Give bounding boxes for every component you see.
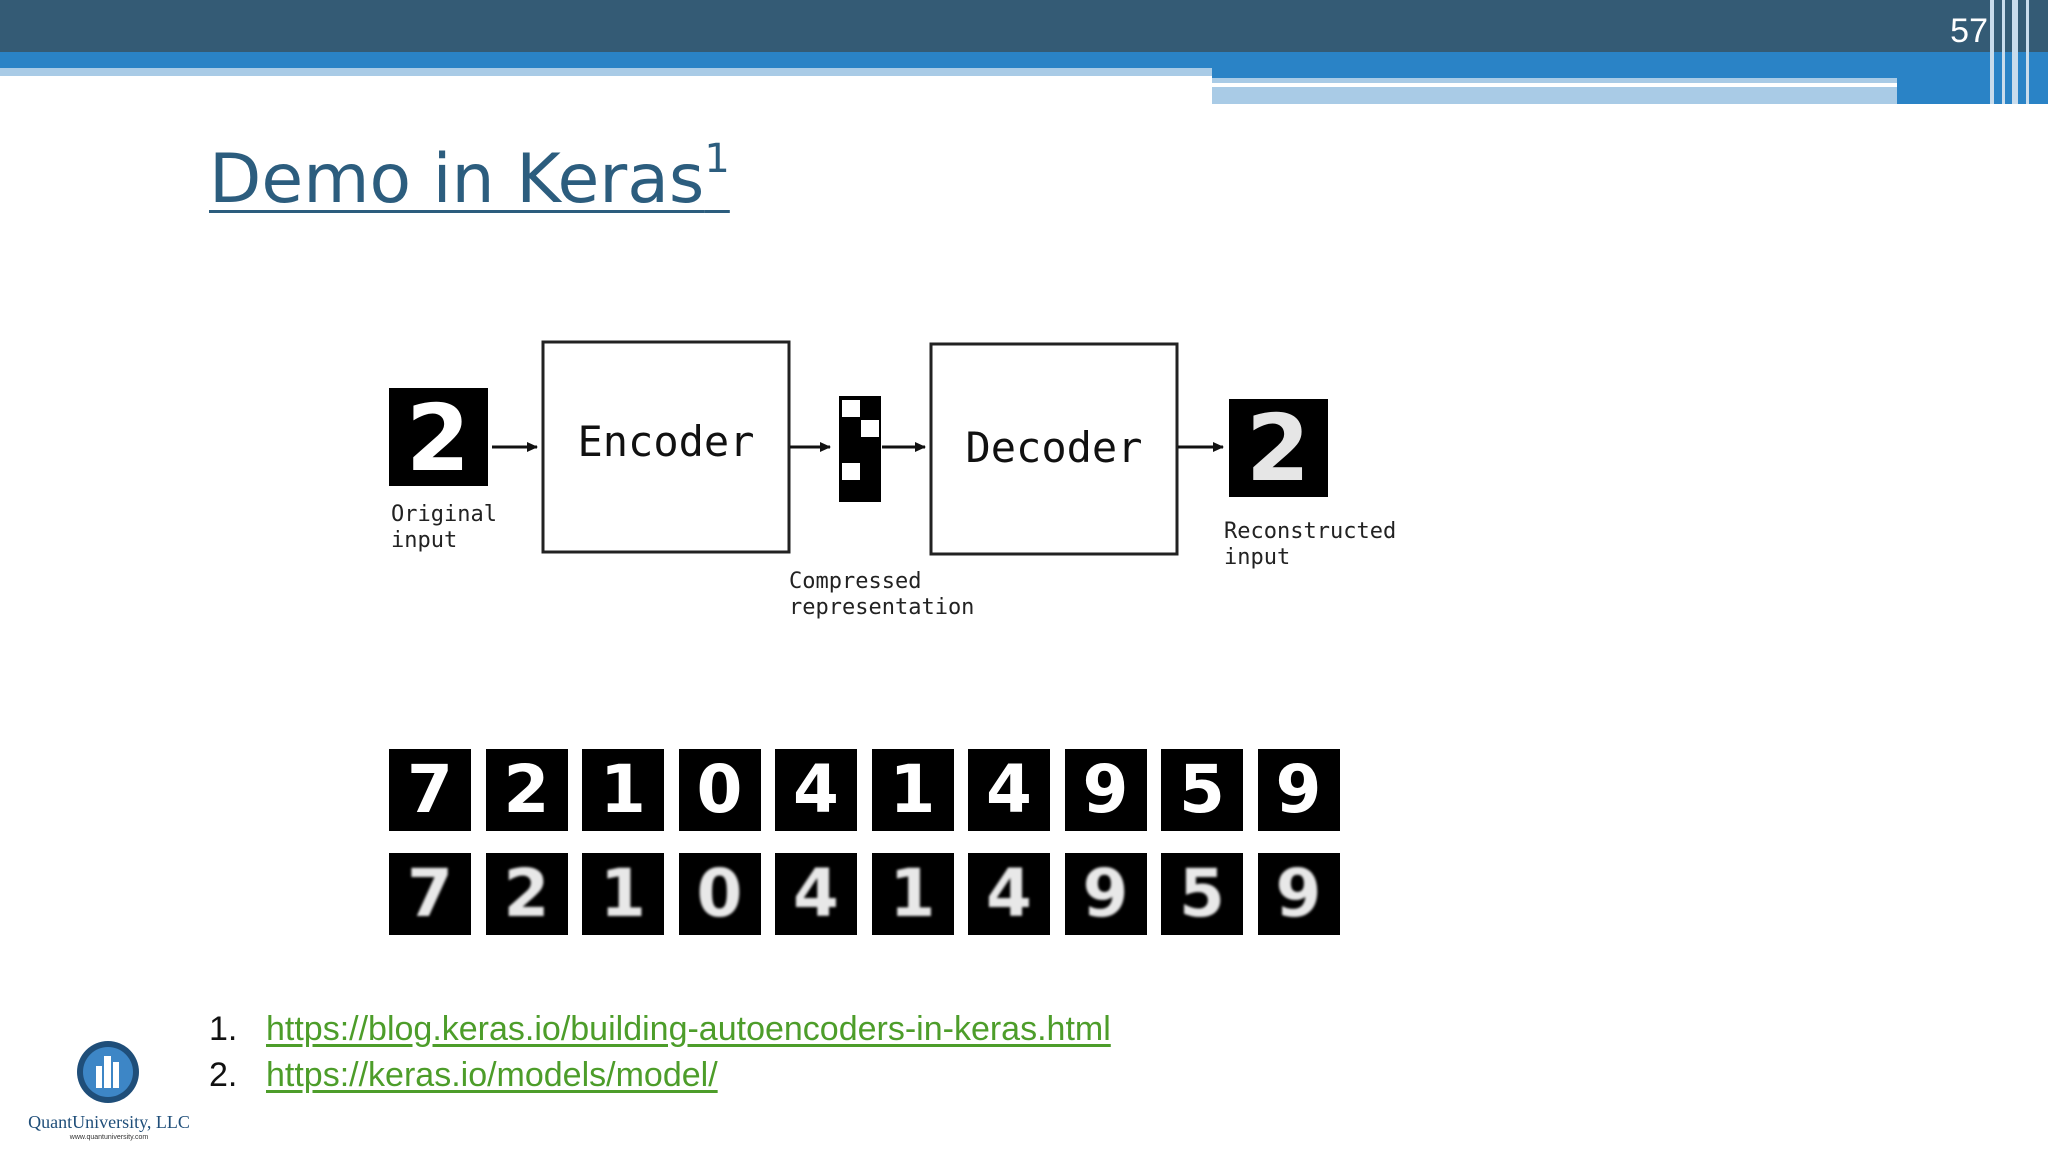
original-digit-value: 1 (600, 751, 646, 828)
header-right-light (1212, 78, 1897, 104)
reconstructed-digit-tile (968, 853, 1050, 935)
original-digit-tile (1065, 749, 1147, 831)
company-logo (24, 1036, 194, 1148)
original-digit-value: 9 (1275, 751, 1322, 828)
building-globe-icon (24, 1036, 194, 1112)
reconstructed-digit-tile (679, 853, 761, 935)
original-digit-value: 7 (407, 751, 453, 828)
original-digit-tile (775, 749, 857, 831)
reference-number: 1. (209, 1009, 238, 1048)
encoder-label: Encoder (577, 417, 755, 466)
reconstructed-digit-value: 4 (793, 855, 839, 932)
header-stripe (2012, 0, 2018, 104)
original-digit-tile (582, 749, 664, 831)
original-digit-tile (679, 749, 761, 831)
original-digit-value: 5 (1179, 751, 1225, 828)
reference-number: 2. (209, 1055, 238, 1094)
reconstructed-digit-tile (582, 853, 664, 935)
original-digit-tile (968, 749, 1050, 831)
header-bar-dark (0, 0, 2048, 52)
reference-link-keras-models[interactable]: https://keras.io/models/model/ (266, 1055, 718, 1094)
reference-item (209, 1052, 1111, 1098)
company-name: QuantUniversity, LLC (28, 1112, 190, 1132)
slide-title (209, 136, 730, 219)
reconstructed-digit-tile (486, 853, 568, 935)
original-input-label-2: input (391, 528, 458, 553)
reconstructed-digit-value: 7 (407, 855, 453, 932)
header-stripe (2002, 0, 2005, 104)
autoencoder-diagram (380, 330, 1430, 630)
reconstructed-digit-value: 1 (600, 855, 646, 932)
reconstructed-digit-tile (1258, 853, 1340, 935)
header-right-line (1212, 83, 1897, 87)
slide-title-text: Demo in Keras (209, 140, 705, 219)
reconstructed-digit-tile (389, 853, 471, 935)
header-stripe (1990, 0, 1994, 104)
original-digit-value: 2 (503, 751, 550, 828)
header-bar-light (0, 68, 1212, 76)
original-digit-value: 4 (986, 751, 1032, 828)
original-digit-tile (389, 749, 471, 831)
reconstructed-digit-value: 0 (696, 855, 743, 932)
reconstructed-input-image (1229, 395, 1328, 502)
original-digit-tile (872, 749, 954, 831)
slide-number: 57 (1950, 12, 1988, 50)
original-input-digit: 2 (405, 385, 471, 492)
reconstructed-label-2: input (1224, 545, 1291, 570)
original-input-label-1: Original (391, 502, 497, 527)
original-digit-tile (1161, 749, 1243, 831)
reconstructed-digit-value: 4 (986, 855, 1032, 932)
header-bar-blue (0, 52, 2048, 68)
decoder-label: Decoder (965, 423, 1143, 472)
reference-item (209, 1006, 1111, 1052)
original-digit-tile (1258, 749, 1340, 831)
reconstructed-input-digit: 2 (1245, 395, 1311, 502)
original-digit-value: 0 (696, 751, 743, 828)
original-digit-value: 9 (1082, 751, 1129, 828)
compressed-label-1: Compressed (789, 569, 922, 594)
reconstructed-digit-value: 5 (1179, 855, 1225, 932)
reconstructed-digit-tile (775, 853, 857, 935)
original-digit-tile (486, 749, 568, 831)
reconstructed-digit-value: 2 (503, 855, 550, 932)
original-digit-value: 4 (793, 751, 839, 828)
reference-link-keras-blog[interactable]: https://blog.keras.io/building-autoencoders-in-keras.html (266, 1009, 1111, 1048)
header-stripe (2026, 0, 2029, 104)
title-footnote-marker: 1 (704, 136, 730, 182)
original-digit-value: 1 (889, 751, 936, 828)
reconstructed-digit-value: 9 (1275, 855, 1322, 932)
reconstructed-digit-tile (1161, 853, 1243, 935)
reconstructed-digit-tile (1065, 853, 1147, 935)
original-input-image (389, 385, 488, 492)
reconstructed-digit-value: 9 (1082, 855, 1129, 932)
reconstructed-digit-tile (872, 853, 954, 935)
compressed-label-2: representation (789, 595, 975, 620)
reconstructed-label-1: Reconstructed (1224, 519, 1397, 544)
company-website: www.quantuniversity.com (69, 1134, 149, 1141)
references-list (209, 1006, 1111, 1098)
reconstructed-digit-value: 1 (889, 855, 936, 932)
compressed-code-grid (839, 396, 881, 502)
